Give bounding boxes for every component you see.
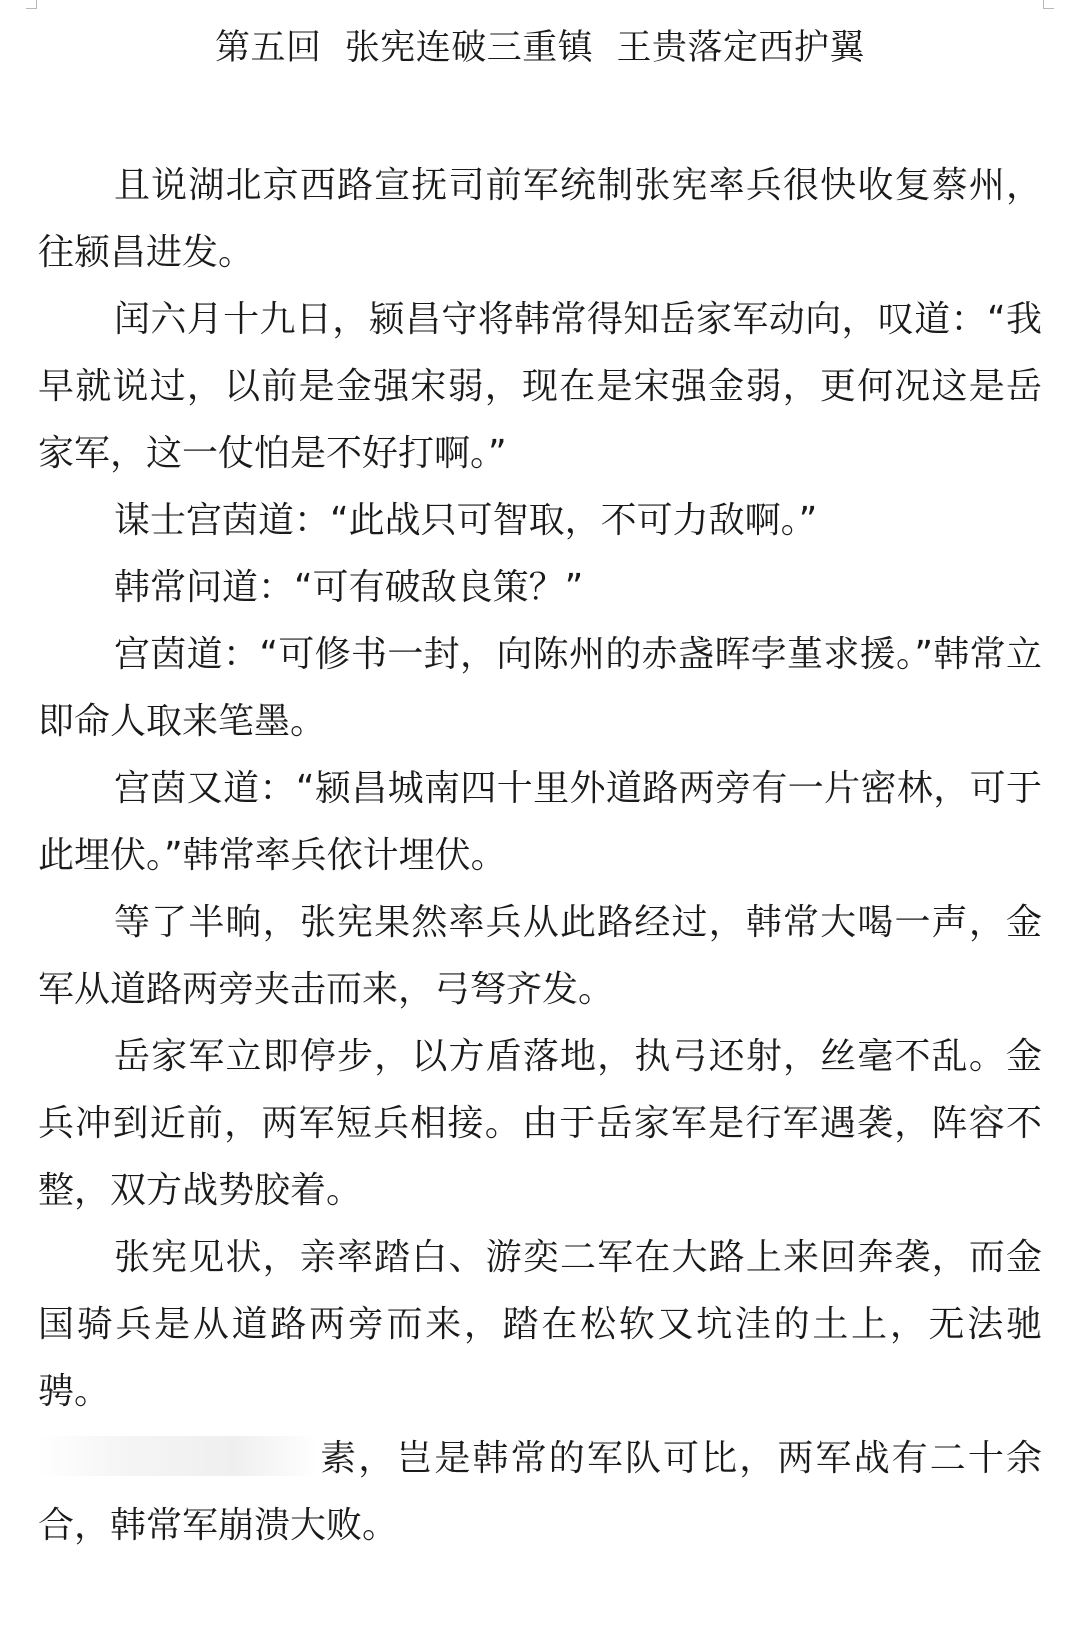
- paragraph-2: 闰六月十九日，颍昌守将韩常得知岳家军动向，叹道：“我早就说过，以前是金强宋弱，现在是宋强金弱，更何况这是岳家军，这一仗怕是不好打啊。”: [38, 299, 1042, 474]
- paragraph-6: 宫茵又道：“颍昌城南四十里外道路两旁有一片密林，可于此埋伏。”韩常率兵依计埋伏。: [38, 768, 1042, 876]
- page-corner-mark-left: [26, 0, 37, 9]
- chapter-title: 第五回 张宪连破三重镇 王贵落定西护翼: [214, 28, 865, 68]
- paragraph-10-text: 素，岂是韩常的军队可比，两军战有二十余合，韩常军崩溃大败。: [38, 1438, 1042, 1546]
- paragraph-9: 张宪见状，亲率踏白、游奕二军在大路上来回奔袭，而金国骑兵是从道路两旁而来，踏在松软又坑洼的土上，无法驰骋。: [38, 1237, 1042, 1412]
- paragraph-5: 宫茵道：“可修书一封，向陈州的赤盏晖孛堇求援。”韩常立即命人取来笔墨。: [38, 634, 1042, 742]
- paragraph-7: 等了半晌，张宪果然率兵从此路经过，韩常大喝一声，金军从道路两旁夹击而来，弓弩齐发。: [38, 902, 1042, 1010]
- paragraph-3: 谋士宫茵道：“此战只可智取，不可力敌啊。”: [114, 500, 818, 541]
- paragraph-4: 韩常问道：“可有破敌良策？”: [114, 567, 584, 608]
- redacted-text-blur: [38, 1436, 318, 1476]
- paragraph-10: [38, 1425, 1042, 1559]
- document-body: [38, 152, 1042, 1559]
- paragraph-8: 岳家军立即停步，以方盾落地，执弓还射，丝毫不乱。金兵冲到近前，两军短兵相接。由于岳家军是行军遇袭，阵容不整，双方战势胶着。: [38, 1036, 1042, 1211]
- page-corner-mark-right: [1043, 0, 1054, 9]
- paragraph-1: 且说湖北京西路宣抚司前军统制张宪率兵很快收复蔡州，往颍昌进发。: [38, 165, 1042, 273]
